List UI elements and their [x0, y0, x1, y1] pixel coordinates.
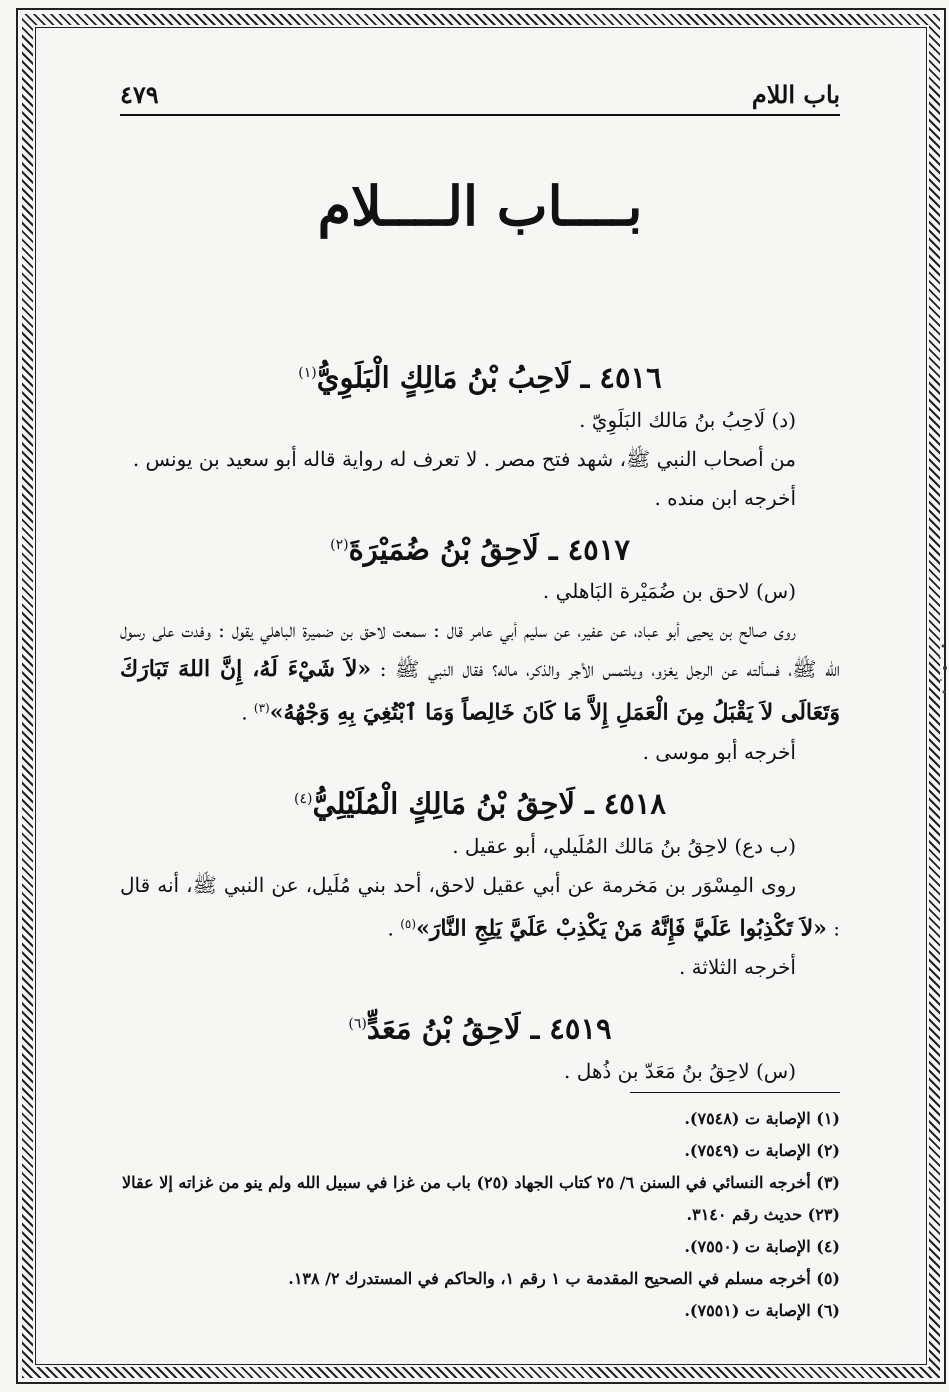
entry-name: لَاحِبُ بْنُ مَالِكٍ الْبَلَوِيُّ [316, 360, 571, 395]
entry-name: لَاحِقُ بْنُ مَعَدٍّ [366, 1011, 521, 1046]
note-ref: (٦) [348, 1016, 367, 1033]
scan-specks [935, 640, 949, 700]
note-ref: (٥) [400, 916, 417, 931]
footnote: (٦) الإصابة ت (٧٥٥١). [684, 1301, 840, 1320]
entry-source: أخرجه ابن منده . [654, 485, 796, 510]
sentence-end: . [241, 700, 254, 725]
footnote-divider [630, 1092, 840, 1093]
narration-text: روى المِسْوَر بن مَخرمة عن أبي عقيل لاحق، أحد بني مُلَيل، عن النبي ﷺ، أنه قال : [120, 872, 840, 941]
entry-number: ٤٥١٨ [603, 786, 666, 821]
footnote: (٢) الإصابة ت (٧٥٤٩). [684, 1141, 840, 1160]
footnotes [120, 1092, 840, 1327]
footnote: (١) الإصابة ت (٧٥٤٨). [684, 1109, 840, 1128]
chapter-title: باب اللام [751, 80, 840, 109]
note-ref: (٢) [330, 536, 349, 553]
hadith-quote: «لاَ شَيْءَ لَهُ، إِنَّ اللهَ تَبَارَكَ وَتَعَالَى لاَ يَقْبَلُ مِنَ الْعَمَلِ إِلاَّ مَا كَانَ خَالِصاً وَمَا ٱبْتُغِيَ بِهِ وَجْهُهُ» [120, 656, 840, 726]
entry-name: لَاحِقُ بْنُ مَالِكٍ الْمُلَيْلِيُّ [312, 786, 575, 821]
entry-text: من أصحاب النبي ﷺ، شهد فتح مصر . لا تعرف له رواية قاله أبو سعيد بن يونس . [132, 446, 796, 471]
entry-source: أخرجه الثلاثة . [678, 955, 796, 980]
note-ref: (٣) [253, 701, 270, 716]
narration-text: روى صالح بن يحيى أبو عباد، عن عفير، عن سليم أبي عامر قال : سمعت لاحق بن ضميرة الباهلي يقول : وفدت على رسول الله ﷺ، فسألته عن الرجل يغزو، ويلتمس الأجر والذكر، ماله؟ فقال النبي ﷺ : [120, 618, 841, 682]
page-number: ٤٧٩ [120, 80, 159, 109]
entry-intro: (س) لاحق بن ضُمَيْرة البَاهلي . [542, 579, 796, 604]
entry-intro: (س) لاحِقُ بنُ مَعَدّ بن ذُهل . [563, 1058, 796, 1083]
main-title: بــــاب الــــلام [317, 174, 643, 238]
entry-number: ٤٥١٧ [567, 532, 630, 567]
footnote: (٣) أخرجه النسائي في السنن ٦/ ٢٥ كتاب الجهاد (٢٥) باب من غزا في سبيل الله ولم ينو من غزاته إلا عقالا (٢٣) حديث رقم ٣١٤٠. [122, 1173, 840, 1224]
hadith-quote: «لاَ تَكْذِبُوا عَلَيَّ فَإِنَّهُ مَنْ يَكْذِبْ عَلَيَّ يَلِجِ النَّارَ» [416, 915, 827, 942]
entry-source: أخرجه أبو موسى . [642, 739, 796, 764]
entry-intro: (ب دع) لاحِقُ بنُ مَالك المُلَيلي، أبو عقيل . [452, 833, 796, 858]
footnote: (٥) أخرجه مسلم في الصحيح المقدمة ب ١ رقم ١، والحاكم في المستدرك ٢/ ١٣٨. [288, 1269, 840, 1288]
entry-heading: ٤٥١٧ ـ لَاحِقُ بْنُ ضُمَيْرَةَ$^{(٢)}$ [330, 532, 630, 567]
note-ref: (١) [298, 365, 317, 381]
footnote: (٤) الإصابة ت (٧٥٥٠). [684, 1237, 840, 1256]
running-head [120, 80, 840, 116]
entry-intro: (د) لَاحِبُ بنُ مَالك البَلَوِيّ . [579, 407, 796, 432]
entry-text [120, 866, 840, 949]
page-content [120, 80, 840, 1091]
entry-number: ٤٥١٦ [599, 360, 662, 395]
note-ref: (٤) [294, 790, 313, 807]
entry-heading: ٤٥١٨ ـ لَاحِقُ بْنُ مَالِكٍ الْمُلَيْلِيُّ$^{(٤)}$ [294, 786, 666, 821]
sentence-end: . [387, 916, 401, 941]
entry-text [120, 611, 840, 733]
entry-heading: ٤٥١٩ ـ لَاحِقُ بْنُ مَعَدٍّ$^{(٦)}$ [348, 1011, 612, 1046]
entry-name: لَاحِقُ بْنُ ضُمَيْرَةَ [348, 532, 539, 567]
entry-heading: ٤٥١٦ ـ لَاحِبُ بْنُ مَالِكٍ الْبَلَوِيُّ$^{(١)}$ [298, 360, 662, 395]
entry-number: ٤٥١٩ [549, 1011, 612, 1046]
